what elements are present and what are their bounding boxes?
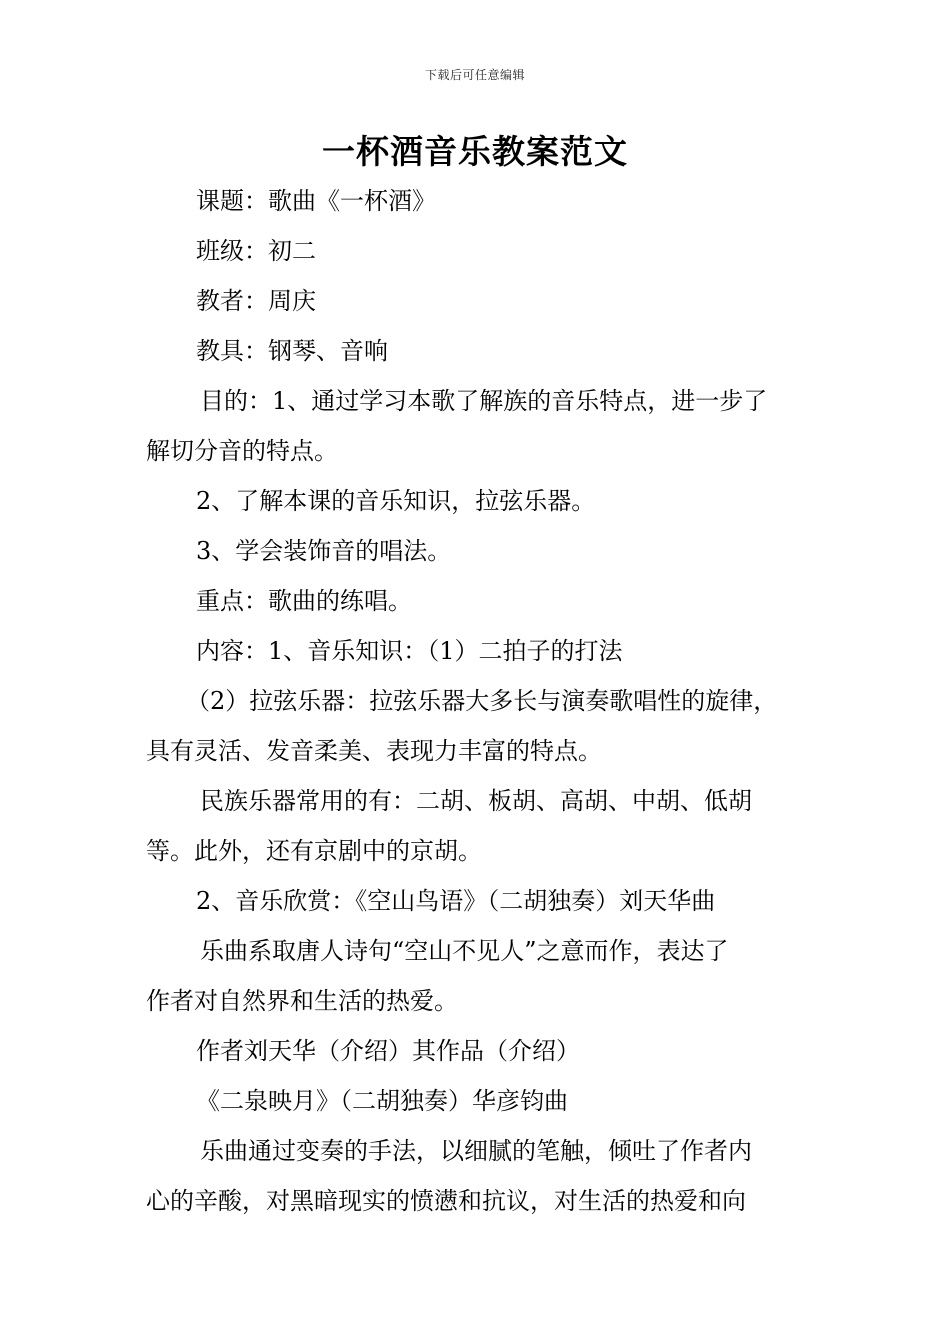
paragraph-second-piece-description-cont: 心的辛酸，对黑暗现实的愤懑和抗议，对生活的热爱和向 xyxy=(146,1187,746,1215)
paragraph-composer: 作者刘天华（介绍）其作品（介绍） xyxy=(196,1037,580,1065)
paragraph-objective-3: 3、学会装饰音的唱法。 xyxy=(196,537,452,565)
paragraph-objective-2: 2、了解本课的音乐知识，拉弦乐器。 xyxy=(196,487,596,515)
paragraph-key-point: 重点：歌曲的练唱。 xyxy=(196,587,412,615)
paragraph-piece-description-cont: 作者对自然界和生活的热爱。 xyxy=(146,987,458,1015)
paragraph-folk-instruments: 民族乐器常用的有：二胡、板胡、高胡、中胡、低胡 xyxy=(200,787,752,815)
paragraph-equipment: 教具：钢琴、音响 xyxy=(196,337,388,365)
paragraph-string-instruments-cont: 具有灵活、发音柔美、表现力丰富的特点。 xyxy=(146,737,602,765)
paragraph-teacher: 教者：周庆 xyxy=(196,287,316,315)
document-body xyxy=(146,176,826,1226)
paragraph-second-piece-description: 乐曲通过变奏的手法，以细腻的笔触，倾吐了作者内 xyxy=(200,1137,752,1165)
paragraph-content-1: 内容：1、音乐知识：（1）二拍子的打法 xyxy=(196,637,623,665)
paragraph-topic: 课题：歌曲《一杯酒》 xyxy=(196,187,436,215)
paragraph-second-piece: 《二泉映月》（二胡独奏）华彦钧曲 xyxy=(196,1087,568,1115)
paragraph-objective-1-cont: 解切分音的特点。 xyxy=(146,437,338,465)
paragraph-piece-description: 乐曲系取唐人诗句“空山不见人”之意而作，表达了 xyxy=(200,937,729,965)
paragraph-objective-1: 目的：1、通过学习本歌了解族的音乐特点，进一步了 xyxy=(200,387,768,415)
paragraph-string-instruments: （2）拉弦乐器：拉弦乐器大多长与演奏歌唱性的旋律， xyxy=(186,687,778,715)
paragraph-appreciation: 2、音乐欣赏：《空山鸟语》（二胡独奏）刘天华曲 xyxy=(196,887,716,915)
document-title: 一杯酒音乐教案范文 xyxy=(322,132,628,171)
paragraph-class: 班级：初二 xyxy=(196,237,316,265)
paragraph-folk-instruments-cont: 等。此外，还有京剧中的京胡。 xyxy=(146,837,482,865)
page-header: 下载后可任意编辑 xyxy=(424,68,525,82)
